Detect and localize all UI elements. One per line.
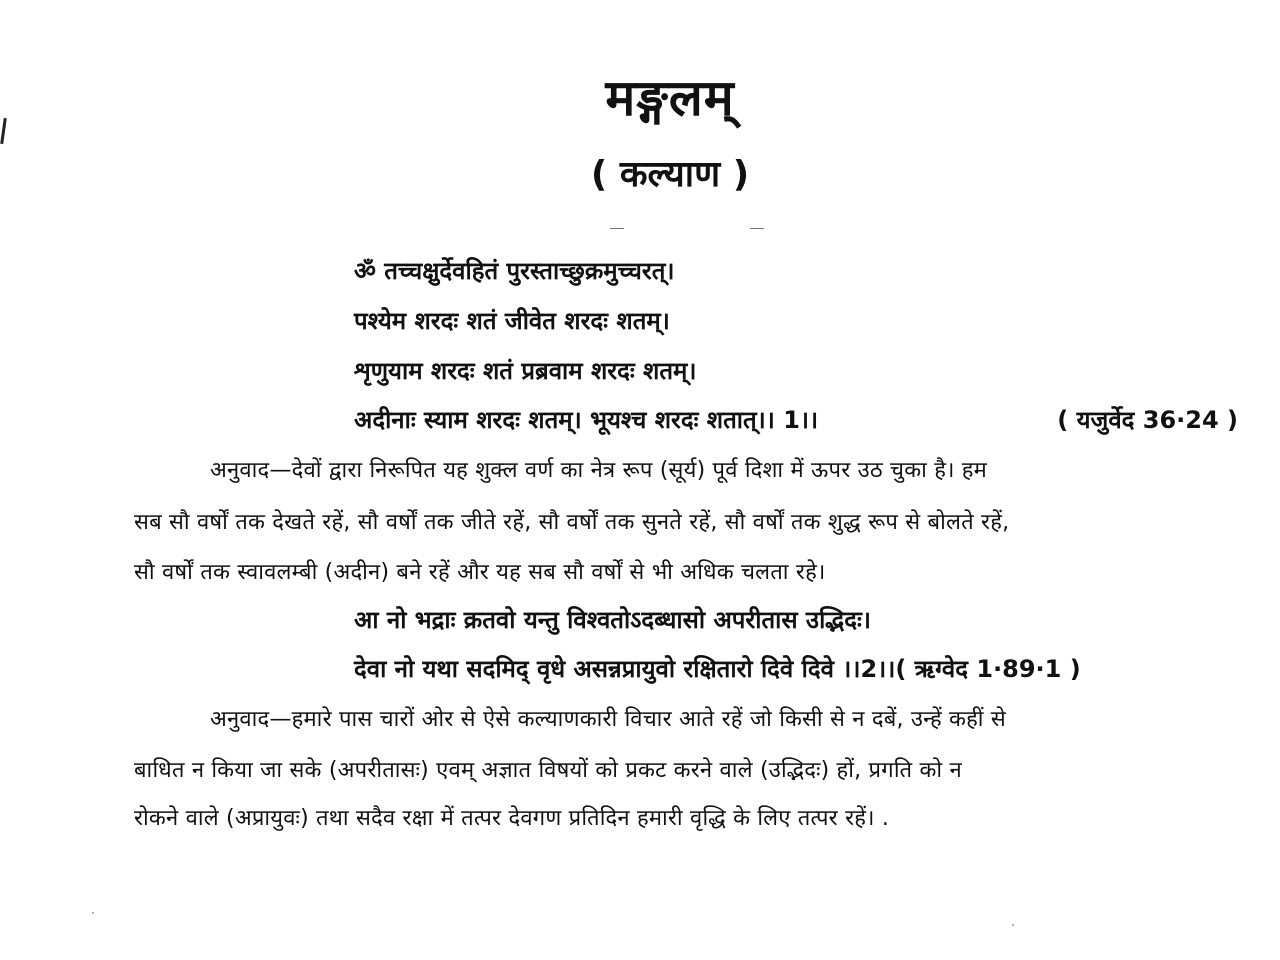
verse1-line4: अदीनाः स्याम शरदः शतम्। भूयश्च शरदः शतात्।। 1।। <box>354 406 819 434</box>
translation2-label: अनुवाद <box>210 707 270 732</box>
translation1-line3: सौ वर्षों तक स्वावलम्बी (अदीन) बने रहें और यह सब सौ वर्षों से भी अधिक चलता रहे। <box>134 560 826 585</box>
verse1-line3: शृणुयाम शरदः शतं प्रब्रवाम शरदः शतम्। <box>354 357 697 385</box>
verse1-line2: पश्येम शरदः शतं जीवेत शरदः शतम्। <box>354 307 670 335</box>
verse2-line1: आ नो भद्राः क्रतवो यन्तु विश्वतोऽदब्धासो अपरीतास उद्भिदः। <box>354 606 871 634</box>
verse2-line2: देवा नो यथा सदमिद् वृधे असन्नप्रायुवो रक्षितारो दिवे दिवे ।।2।।( ऋग्वेद 1·89·1 ) <box>354 655 1081 683</box>
translation1-label: अनुवाद <box>210 458 270 483</box>
translation1-line1: अनुवाद—देवों द्वारा निरूपित यह शुक्ल वर्ण का नेत्र रूप (सूर्य) पूर्व दिशा में ऊपर उठ चुका है। हम <box>210 458 988 483</box>
translation2-line3: रोकने वाले (अप्रायुवः) तथा सदैव रक्षा में तत्पर देवगण प्रतिदिन हमारी वृद्धि के लिए तत्पर रहें। . <box>134 806 890 831</box>
scan-speck <box>1012 924 1014 926</box>
translation1-line2: सब सौ वर्षों तक देखते रहें, सौ वर्षों तक जीते रहें, सौ वर्षों तक सुनते रहें, सौ वर्षों तक शुद्ध रूप से बोलते रहें, <box>134 510 1010 535</box>
translation2-line2: बाधित न किया जा सके (अपरीतासः) एवम् अज्ञात विषयों को प्रकट करने वाले (उद्भिदः) हों, प्रगति को न <box>134 758 962 783</box>
page-subtitle: ( कल्याण ) <box>590 154 750 195</box>
verse1-line1: ॐ तच्चक्षुर्देवहितं पुरस्ताच्छुक्रमुच्चरत्। <box>354 257 675 285</box>
divider-right <box>750 228 764 229</box>
translation2-line1: अनुवाद—हमारे पास चारों ओर से ऐसे कल्याणकारी विचार आते रहें जो किसी से न दबें, उन्हें कहीं से <box>210 707 1006 732</box>
page-title: मङ्गलम् <box>605 69 735 127</box>
divider-left <box>610 228 624 229</box>
verse1-reference: ( यजुर्वेद 36·24 ) <box>1057 406 1238 434</box>
scan-speck <box>92 912 94 914</box>
